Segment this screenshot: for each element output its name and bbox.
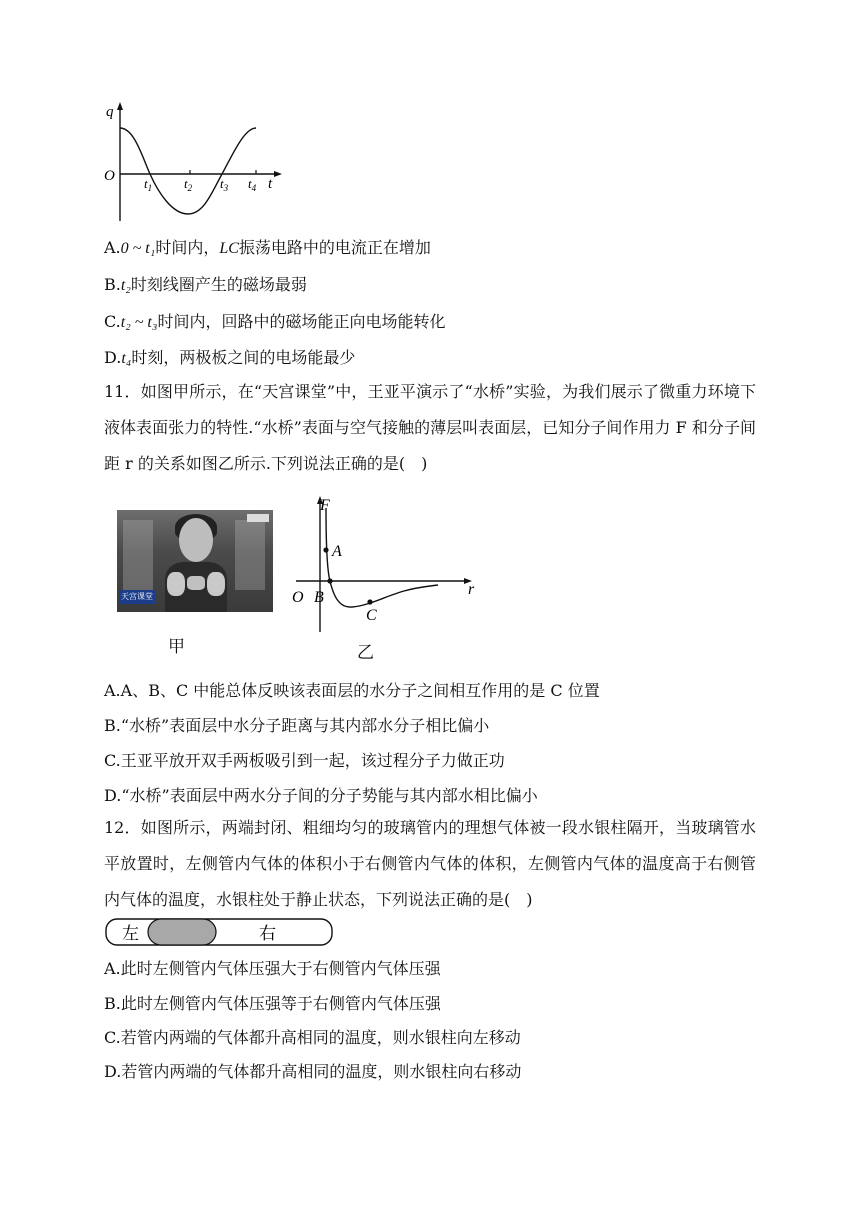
q12-stem: 12．如图所示，两端封闭、粗细均匀的玻璃管内的理想气体被一段水银柱隔开，当玻璃管水平放置时，左侧管内气体的体积小于右侧管内气体的体积，左侧管内气体的温度高于右侧管内气体的温度，水银柱处于静止状态，下列说法正确的是( ) xyxy=(104,818,756,909)
q10-option-c: C.t₂ ~ t₃时间内，回路中的磁场能正向电场能转化 xyxy=(104,312,446,331)
photo-label: 天宫课堂 xyxy=(119,590,155,604)
q11-option-d: D.“水桥”表面层中两水分子间的分子势能与其内部水相比偏小 xyxy=(104,786,538,805)
q-t-graph xyxy=(100,96,290,226)
photo-tag xyxy=(247,514,269,522)
tube-left-label: 左 xyxy=(122,924,139,943)
f-axis-label: F xyxy=(320,497,330,514)
r-axis-label: r xyxy=(468,581,475,598)
point-a-label: A xyxy=(332,543,342,560)
q11-option-c: C.王亚平放开双手两板吸引到一起，该过程分子力做正功 xyxy=(104,751,505,770)
q12-option-d: D.若管内两端的气体都升高相同的温度，则水银柱向右移动 xyxy=(104,1062,522,1081)
q10-option-b: B.t₂时刻线圈产生的磁场最弱 xyxy=(104,275,307,294)
q11-option-a: A.A、B、C 中能总体反映该表面层的水分子之间相互作用的是 C 位置 xyxy=(104,681,600,700)
q11-stem: 11．如图甲所示，在“天宫课堂”中，王亚平演示了“水桥”实验，为我们展示了微重力环境下液体表面张力的特性.“水桥”表面与空气接触的薄层叫表面层，已知分子间作用力 F 和分子间距 r 的关系如图乙所示.下列说法正确的是( ) xyxy=(104,382,756,473)
q10-option-d: D.t₄时刻，两极板之间的电场能最少 xyxy=(104,348,356,367)
photo-hand xyxy=(167,572,185,596)
f-r-graph xyxy=(286,490,486,635)
origin-label: O xyxy=(292,589,304,606)
t-axis-label: t xyxy=(268,176,273,192)
tick-t3: $t_3$ xyxy=(220,176,229,193)
photo-panel xyxy=(235,520,265,590)
water-bridge xyxy=(187,576,205,590)
origin-label: O xyxy=(104,168,115,184)
q10-option-a: A.0 ~ t₁时间内，LC振荡电路中的电流正在增加 xyxy=(104,238,431,257)
caption-yi: 乙 xyxy=(357,643,374,663)
photo-panel xyxy=(123,520,153,590)
tiangong-classroom-photo xyxy=(117,510,273,612)
q12-option-a: A.此时左侧管内气体压强大于右侧管内气体压强 xyxy=(104,959,441,978)
tick-t4: $t_4$ xyxy=(248,176,257,193)
photo-hand xyxy=(207,572,225,596)
q11-option-b: B.“水桥”表面层中水分子距离与其内部水分子相比偏小 xyxy=(104,716,490,735)
point-c-label: C xyxy=(366,607,377,624)
glass-tube-diagram xyxy=(104,916,336,950)
q12-option-b: B.此时左侧管内气体压强等于右侧管内气体压强 xyxy=(104,994,441,1013)
tube-right-label: 右 xyxy=(259,924,276,943)
tick-t2: $t_2$ xyxy=(184,176,193,193)
tick-t1: $t_1$ xyxy=(144,176,153,193)
q-axis-label: q xyxy=(106,104,114,120)
q12-option-c: C.若管内两端的气体都升高相同的温度，则水银柱向左移动 xyxy=(104,1028,521,1047)
point-b-label: B xyxy=(314,589,324,606)
caption-jia: 甲 xyxy=(168,637,185,657)
photo-head xyxy=(179,518,213,562)
